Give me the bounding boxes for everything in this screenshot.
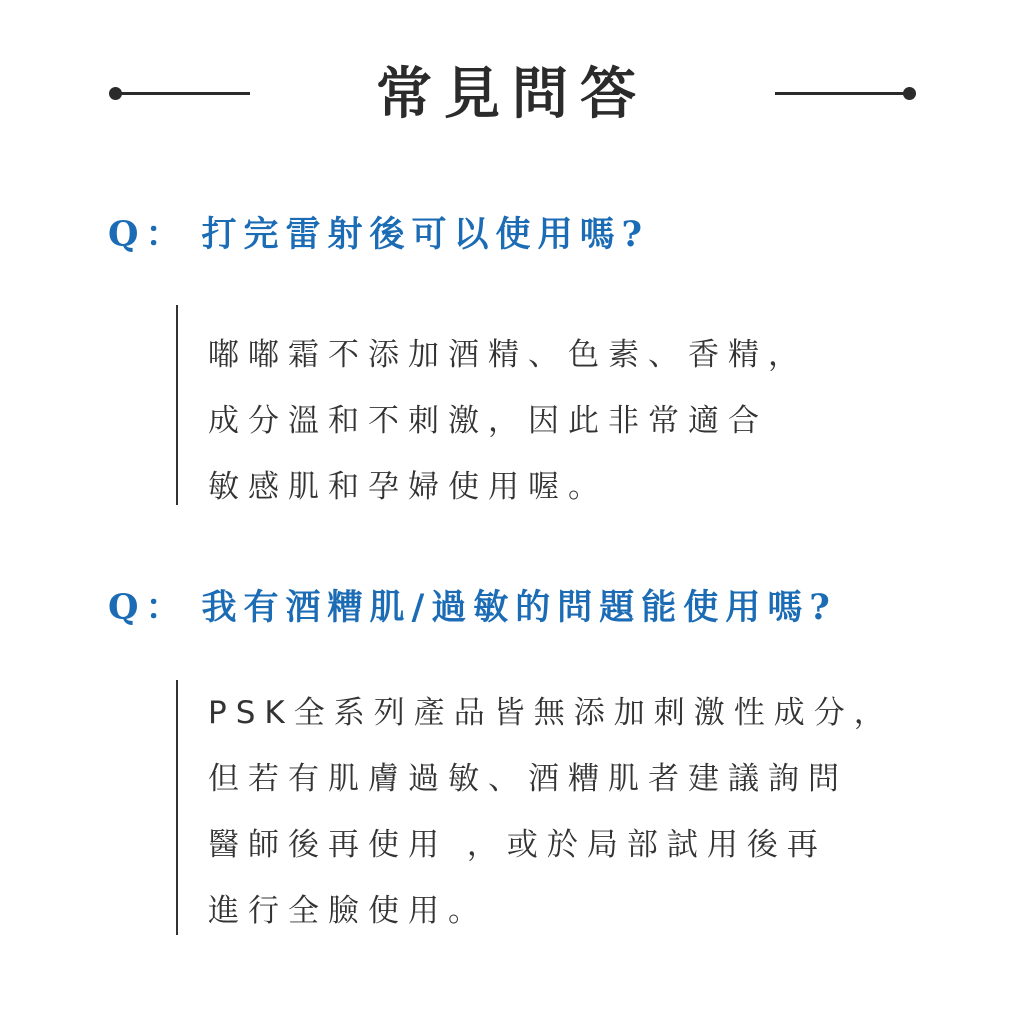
faq-answer-2: [176, 680, 894, 935]
faq-question-2: [108, 583, 837, 633]
answer-line: 嘟嘟霜不添加酒精、色素、香精，: [208, 337, 808, 373]
faq-answer-1: [176, 305, 808, 505]
answer-line: PSK全系列產品皆無添加刺激性成分，: [208, 695, 894, 731]
title-right-rule: [775, 92, 910, 95]
answer-line: 進行全臉使用。: [208, 893, 488, 929]
faq-question-1: [108, 210, 649, 260]
q-prefix: Q：: [108, 214, 188, 255]
q-prefix: Q：: [108, 587, 188, 628]
answer-line: 但若有肌膚過敏、酒糟肌者建議詢問: [208, 761, 848, 797]
answer-line: 醫師後再使用 ，或於局部試用後再: [208, 827, 827, 863]
question-text: 打完雷射後可以使用嗎?: [201, 214, 650, 255]
answer-line: 成分溫和不刺激，因此非常適合: [208, 403, 768, 439]
answer-line: 敏感肌和孕婦使用喔。: [208, 469, 608, 505]
page-title: 常見問答: [376, 61, 648, 127]
title-right-dot: [903, 87, 916, 100]
question-text: 我有酒糟肌/過敏的問題能使用嗎?: [201, 587, 837, 628]
